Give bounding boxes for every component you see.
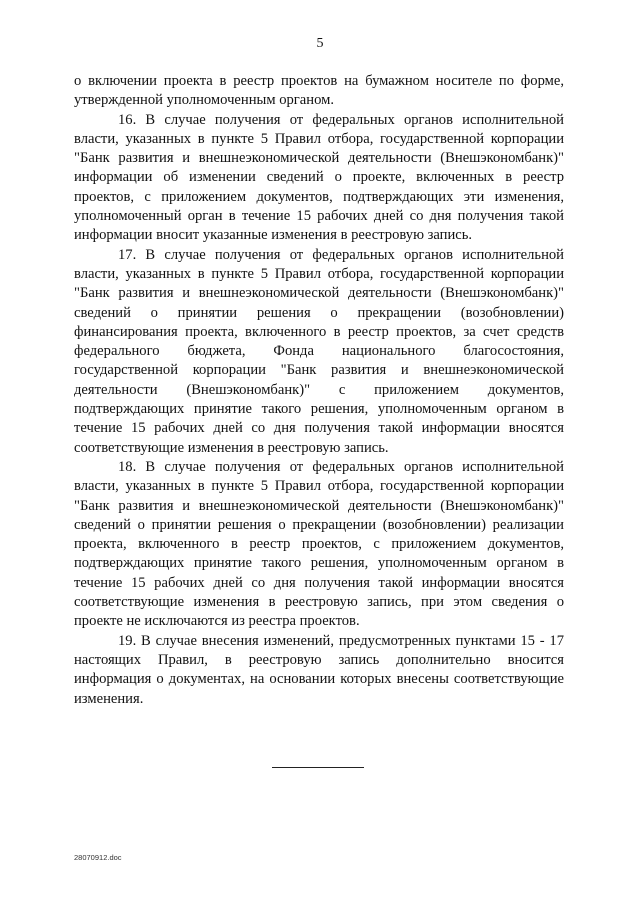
paragraph-19: 19. В случае внесения изменений, предусмотренных пунктами 15 - 17 настоящих Правил, в реестровую запись дополнительно вносится информация о документах, на основании которых внесены соответствующие изменения. [74, 632, 564, 707]
paragraph-continuation: о включении проекта в реестр проектов на бумажном носителе по форме, утвержденной уполномоченным органом. [74, 73, 564, 109]
paragraph-16: 16. В случае получения от федеральных органов исполнительной власти, указанных в пункте 5 Правил отбора, государственной корпорации "Банк развития и внешнеэкономической деятельности (Внешэкономбанк)" информации об изменении сведений о проекте, включенных в реестр проектов, с приложением документов, подтверждающих эти изменения, уполномоченный орган в течение 15 рабочих дней со дня получения такой информации вносит указанные изменения в реестровую запись. [74, 111, 564, 244]
paragraph-17: 17. В случае получения от федеральных органов исполнительной власти, указанных в пункте 5 Правил отбора, государственной корпорации "Банк развития и внешнеэкономической деятельности (Внешэкономбанк)" сведений о принятии решения о прекращении (возобновлении) финансирования проекта, включенного в реестр проектов, за счет средств федерального бюджета, Фонда национального благосостояния, государственной корпорации "Банк развития и внешнеэкономической деятельности (Внешэкономбанк)" с приложением документов, подтверждающих принятие такого решения, уполномоченным органом в течение 15 рабочих дней со дня получения такой информации вносятся соответствующие изменения в реестровую запись. [74, 246, 564, 456]
paragraph-18: 18. В случае получения от федеральных органов исполнительной власти, указанных в пункте 5 Правил отбора, государственной корпорации "Банк развития и внешнеэкономической деятельности (Внешэкономбанк)" сведений о принятии решения о прекращении (возобновлении) реализации проекта, включенного в реестр проектов, с приложением документов, подтверждающих принятие такого решения, уполномоченным органом в течение 15 рабочих дней со дня получения такой информации вносятся соответствующие изменения в реестровую запись, при этом сведения о проекте не исключаются из реестра проектов. [74, 458, 564, 630]
page-number: 5 [316, 36, 324, 51]
end-divider [272, 767, 364, 768]
document-body [74, 72, 564, 709]
footer-file-name: 28070912.doc [74, 853, 122, 862]
